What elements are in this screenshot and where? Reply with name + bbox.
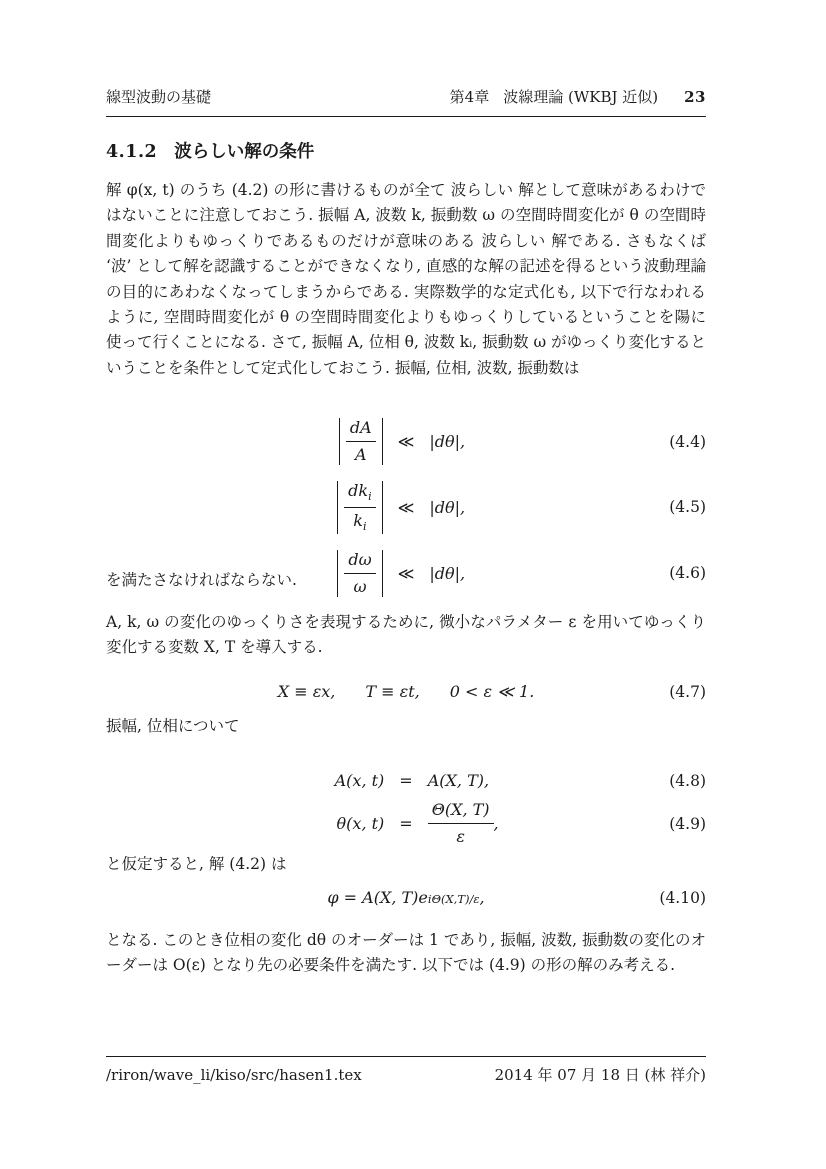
equation-4-4	[106, 415, 706, 468]
header-book-title: 線型波動の基礎	[106, 88, 212, 106]
paragraph-must-satisfy: を満たさなければならない.	[106, 571, 297, 589]
trailing-comma: ,	[493, 814, 499, 833]
eq410-exponent: iΘ(X,T)/ε	[427, 892, 480, 906]
eq47-definition-T: T ≡ εt,	[365, 682, 420, 701]
paragraph-order-discussion: となる. このとき位相の変化 dθ のオーダーは 1 であり, 振幅, 波数, 振動数の変化のオーダーは O(ε) となり先の必要条件を満たす. 以下では (4.9) の形の解のみ考える.	[106, 931, 706, 975]
equation-number: (4.10)	[659, 888, 706, 907]
fraction-numerator: Θ(X, T)	[428, 800, 494, 824]
denominator-base: k	[353, 510, 363, 530]
eq47-definition-X: X ≡ εx,	[277, 682, 336, 701]
fraction-denominator	[353, 508, 366, 534]
much-less-than-symbol: ≪	[397, 432, 415, 451]
equation-4-5-lhs	[337, 478, 382, 537]
much-less-than-symbol: ≪	[397, 563, 415, 583]
fraction-numerator	[344, 481, 375, 508]
equation-4-9-lhs: θ(x, t)	[336, 814, 385, 833]
fraction-denominator: A	[354, 445, 367, 464]
paragraph-slow-variables: A, k, ω の変化のゆっくりさを表現するために, 微小なパラメター ε を用いてゆっくり変化する変数 X, T を導入する.	[106, 613, 706, 657]
equation-number: (4.9)	[669, 814, 706, 833]
fraction-dA-A	[346, 418, 376, 465]
trailing-comma: ,	[479, 888, 485, 907]
equation-4-9	[106, 800, 706, 847]
fraction-numerator: dA	[346, 418, 376, 442]
equation-4-8	[106, 771, 706, 790]
fraction-Theta-epsilon	[428, 800, 494, 847]
equation-4-8-lhs: A(x, t)	[334, 771, 385, 790]
equation-4-4-rhs: |dθ|,	[429, 432, 466, 451]
denominator-subscript: i	[362, 520, 367, 534]
numerator-subscript: i	[368, 490, 372, 504]
equation-4-10-body	[327, 888, 484, 907]
equation-4-7	[106, 682, 706, 701]
equation-4-4-lhs	[339, 415, 383, 468]
header-chapter-label: 第4章	[449, 88, 490, 106]
equals-symbol: =	[399, 771, 413, 790]
equation-block-4-8-to-4-9	[106, 766, 706, 852]
paragraph-amplitude-phase: 振幅, 位相について	[106, 717, 240, 735]
section-heading	[106, 138, 706, 163]
equation-number: (4.7)	[669, 682, 706, 701]
equation-number: (4.8)	[669, 771, 706, 790]
section-title: 波らしい解の条件	[174, 142, 315, 162]
running-header	[106, 86, 706, 117]
absolute-value	[337, 478, 382, 537]
abs-bar-left	[339, 418, 340, 465]
header-chapter-title: 波線理論 (WKBJ 近似)	[503, 88, 659, 106]
equation-4-8-rhs: A(X, T),	[427, 771, 490, 790]
equation-4-5-rhs: |dθ|,	[429, 497, 466, 517]
equation-4-5	[106, 478, 706, 537]
header-chapter-group	[450, 86, 706, 107]
absolute-value	[339, 415, 383, 468]
fraction-numerator: dω	[344, 550, 375, 574]
fraction-dki-ki	[344, 481, 375, 534]
equation-number: (4.5)	[669, 498, 706, 517]
abs-bar-right	[382, 418, 383, 465]
eq47-epsilon-condition: 0 < ε ≪ 1.	[449, 682, 535, 701]
footline	[106, 1056, 706, 1085]
equation-number: (4.6)	[669, 564, 706, 583]
footer-date-author: 2014 年 07 月 18 日 (林 祥介)	[494, 1066, 706, 1084]
equation-4-10	[106, 888, 706, 907]
equation-4-6-rhs: |dθ|,	[429, 563, 466, 583]
paragraph-assume-solution: と仮定すると, 解 (4.2) は	[106, 855, 287, 873]
footer-source-path: /riron/wave_li/kiso/src/hasen1.tex	[106, 1066, 362, 1084]
abs-bar-left	[337, 481, 338, 534]
equation-4-9-rhs	[428, 800, 499, 847]
abs-bar-right	[382, 481, 383, 534]
fraction-denominator: ω	[353, 576, 367, 596]
eq410-base: φ = A(X, T)e	[327, 888, 428, 907]
fraction-denominator: ε	[456, 827, 465, 846]
equation-4-7-body	[278, 682, 535, 701]
section-number: 4.1.2	[106, 142, 158, 162]
numerator-base: dk	[348, 481, 369, 500]
equation-number: (4.4)	[669, 432, 706, 451]
paragraph-wave-like-condition: 解 φ(x, t) のうち (4.2) の形に書けるものが全て 波らしい 解として意味があるわけではないことに注意しておこう. 振幅 A, 波数 k, 振動数 ω の空間時間変化が θ の空間時間変化よりもゆっくりであるものだけが意味のある 波らしい 解である. さもなくば ‘波’ として解を認識することができなくなり, 直感的な解の記述を得るという波動理論の目的にあわなくなってしまうからである. 実際数学的な定式化も, 以下で行なわれるように, 空間時間変化が θ の空間時間変化よりもゆっくりしているということを陽に使って行くことになる. さて, 振幅 A, 位相 θ, 波数 kᵢ, 振動数 ω がゆっくり変化するということを条件として定式化しておこう. 振幅, 位相, 波数, 振動数は	[106, 181, 706, 377]
much-less-than-symbol: ≪	[397, 497, 415, 517]
page-number: 23	[684, 88, 706, 106]
equals-symbol: =	[399, 814, 413, 833]
